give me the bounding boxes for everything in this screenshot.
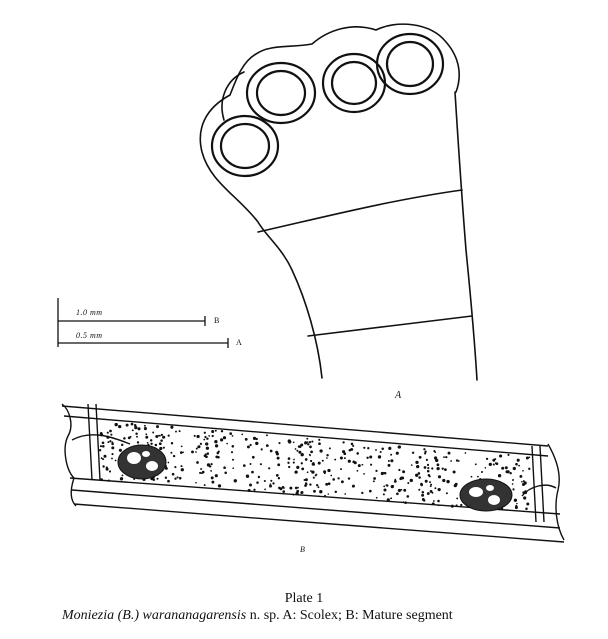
caption-species-name: Moniezia (B.) warananagarensis bbox=[62, 608, 247, 623]
scale-bar-b-letter: B bbox=[214, 316, 220, 325]
scale-bar-b-label: 1.0 mm bbox=[76, 308, 103, 317]
figure-b-label: B bbox=[300, 545, 305, 554]
plate-title: Plate 1 bbox=[284, 591, 324, 606]
caption-description: n. sp. A: Scolex; B: Mature segment bbox=[246, 608, 453, 623]
ovary-right bbox=[460, 479, 512, 511]
scale-bar-a-label: 0.5 mm bbox=[76, 331, 103, 340]
scale-bar-a-letter: A bbox=[236, 338, 243, 347]
scolex-drawing bbox=[200, 24, 477, 380]
plate-caption bbox=[62, 608, 453, 624]
scolex-suckers bbox=[212, 34, 443, 176]
ovary-left bbox=[118, 445, 166, 479]
scale-bars bbox=[58, 298, 228, 348]
figure-a-label: A bbox=[395, 390, 402, 401]
